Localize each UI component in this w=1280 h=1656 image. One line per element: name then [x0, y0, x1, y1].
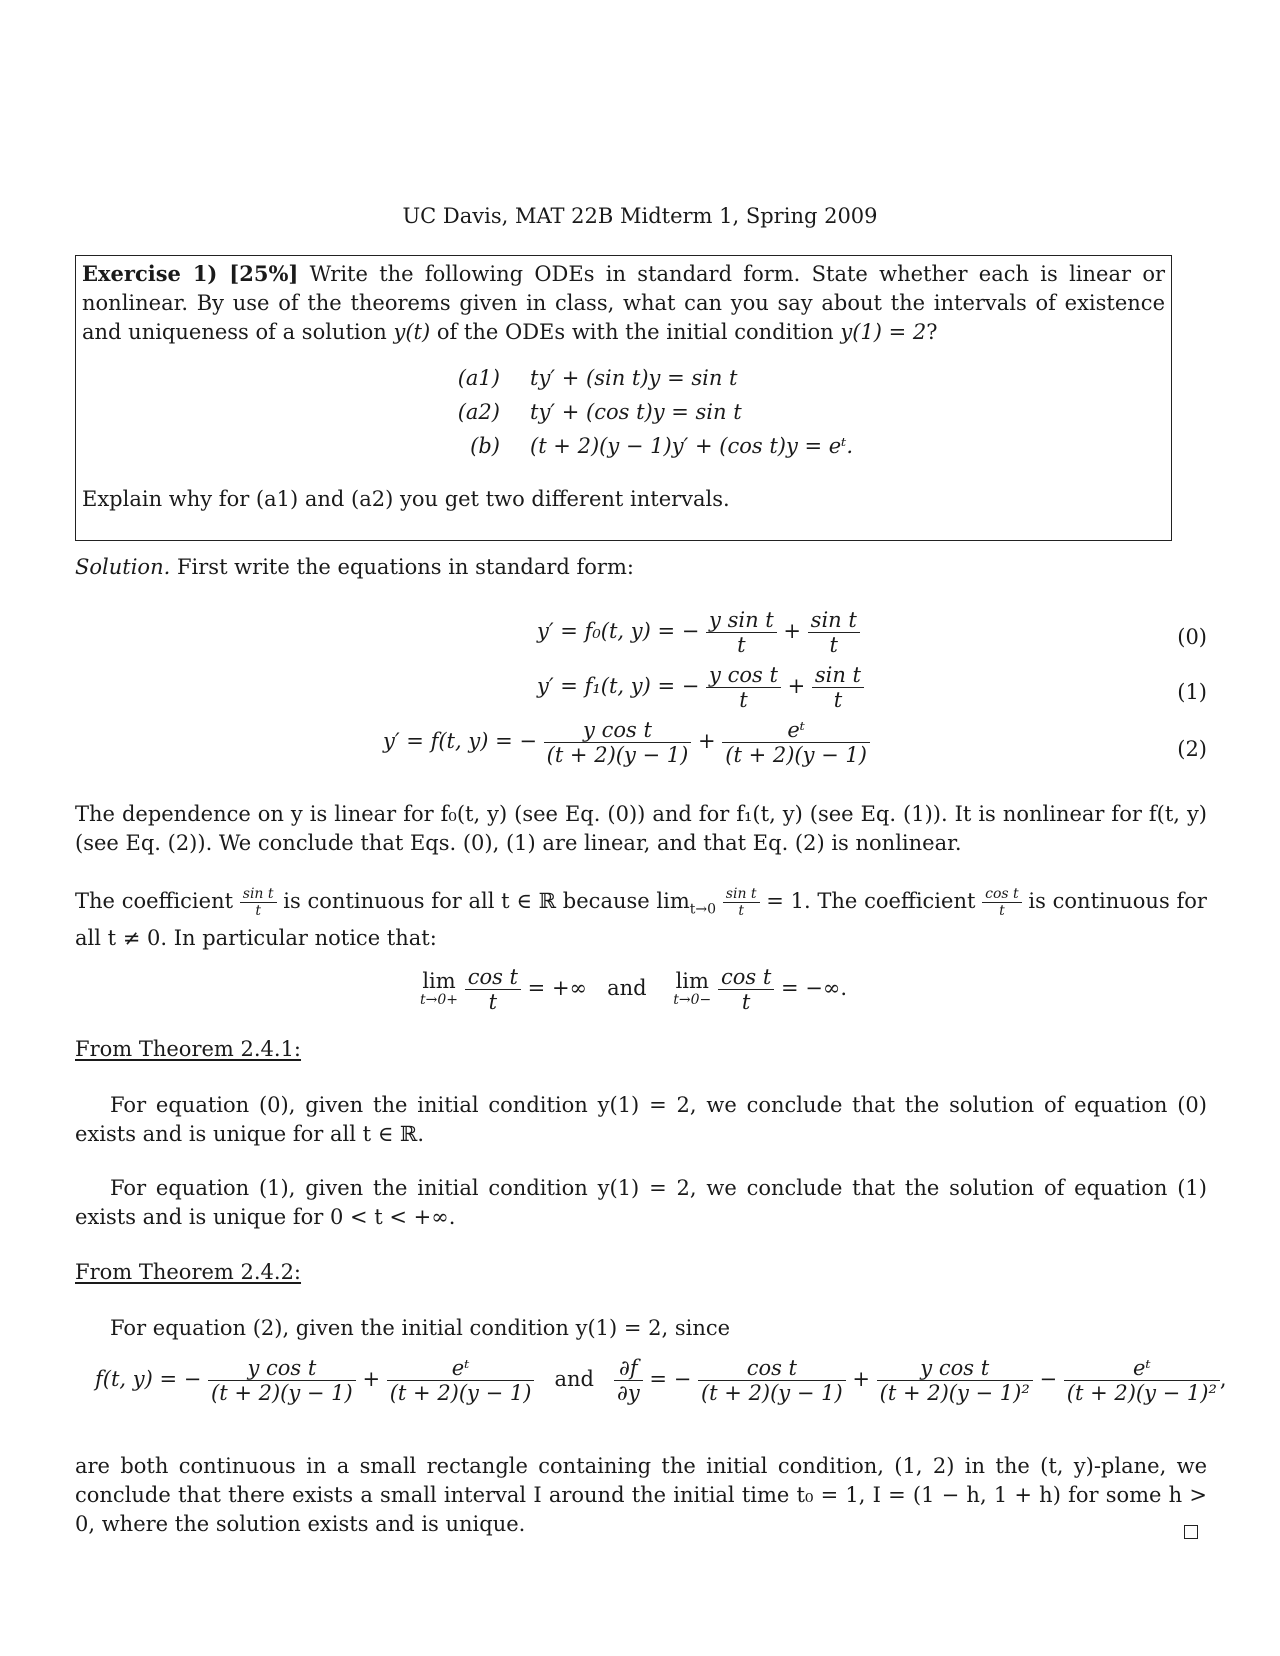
conclusion-paragraph: are both continuous in a small rectangle containing the initial condition, (1, 2) in the (t, y)-plane, we conclude that there exists a small interval I around the initial time t₀ = 1, I = (1 − h, 1 + h) for some h > 0, where the solution exists and is unique. — [75, 1454, 1207, 1536]
ode-a2: (a2) ty′ + (cos t)y = sin t — [457, 399, 742, 424]
solution-label: Solution. — [75, 555, 171, 579]
fraction: $\frac{\text{cos t}}{t}$ — [982, 886, 1022, 919]
fraction: $\frac{\text{eᵗ}}{(t + 2)(y - 1)}$ — [387, 1356, 535, 1405]
theorem-242-intro: For equation (2), given the initial condition y(1) = 2, since — [110, 1316, 731, 1340]
equation-number-2: (2) — [1177, 737, 1207, 761]
qed-square — [1184, 1518, 1198, 1546]
exercise-label: Exercise 1) [25%] — [82, 261, 299, 286]
theorem-241-paragraph-1: For equation (0), given the initial condition y(1) = 2, we conclude that the solution of equation (0) exists and is unique for all t ∈ ℝ. — [75, 1093, 1207, 1146]
ode-b: (b) (t + 2)(y − 1)y′ + (cos t)y = eᵗ. — [470, 433, 854, 458]
partial-derivative-equation: f(t, y) = − $\frac{\text{y cos t}}{(t + 2)(y - 1)}$ + $\frac{\text{eᵗ}}{(t + 2)(y - 1)}$ and $\frac{\partial f}{\partial y}$ = − $\frac{\text{cos t}}{(t + 2)(y - 1)}$ + $\frac{\text{y cos t}}{\text{(t + 2)(y − 1)²}}$ − $\frac{\text{eᵗ}}{\text{(t + 2)(y − 1)²}}$ , — [95, 1356, 1227, 1406]
limits-line: lim t→0+ $\frac{\text{cos t}}{t}$ = +∞ and lim t→0− $\frac{\text{cos t}}{t}$ = −∞. — [420, 965, 847, 1015]
ode-list — [426, 361, 853, 463]
fraction: $\frac{\partial f}{\partial y}$ — [614, 1356, 643, 1405]
limit: lim t→0+ — [420, 969, 458, 1009]
fraction: $\frac{\text{y sin t}}{t}$ — [706, 608, 777, 657]
fraction: $\frac{\text{eᵗ}}{(t + 2)(y - 1)}$ — [722, 718, 870, 767]
limit: lim t→0− — [673, 969, 712, 1009]
exercise-explain: Explain why for (a1) and (a2) you get two different intervals. — [82, 487, 730, 511]
solution-intro: Solution. First write the equations in standard form: — [75, 555, 634, 579]
fraction: $\frac{\text{sin t}}{t}$ — [723, 886, 760, 919]
exercise-statement: Exercise 1) [25%] Write the following ODEs in standard form. State whether each is linear or nonlinear. By use of the theorems given in class, what can you say about the intervals of existence and uniqueness of a solution y(t) of the ODEs with the initial condition y(1) = 2? — [82, 261, 1165, 344]
fraction: $\frac{\text{cos t}}{t}$ — [465, 965, 521, 1014]
fraction: $\frac{\text{y cos t}}{t}$ — [706, 663, 781, 712]
dependence-paragraph: The dependence on y is linear for f₀(t, y) (see Eq. (0)) and for f₁(t, y) (see Eq. (1)). It is nonlinear for f(t, y) (see Eq. (2)). We conclude that Eqs. (0), (1) are linear, and that Eq. (2) is nonlinear. — [75, 802, 1207, 855]
coefficient-paragraph: The coefficient $\frac{\text{sin t}}{t}$ is continuous for all t ∈ ℝ because $\lim_{t\to 0}$ $\frac{\text{sin t}}{t}$ = 1. The coefficient $\frac{\text{cos t}}{t}$ is continuous for all t ≠ 0. In particular notice that: — [75, 886, 1207, 951]
equation-1: y′ = f₁(t, y) = − $\frac{\text{y cos t}}{t}$ + $\frac{\text{sin t}}{t}$ — [537, 663, 864, 712]
fraction: $\frac{\text{cos t}}{(t + 2)(y - 1)}$ — [698, 1356, 846, 1405]
fraction: $\frac{\text{y cos t}}{(t + 2)(y - 1)}$ — [208, 1356, 356, 1405]
theorem-241-heading: From Theorem 2.4.1: — [75, 1037, 302, 1061]
exercise-box — [75, 255, 1172, 541]
page-title: UC Davis, MAT 22B Midterm 1, Spring 2009 — [402, 204, 878, 228]
ode-a1: (a1) ty′ + (sin t)y = sin t — [457, 365, 738, 390]
fraction: $\frac{\text{y cos t}}{\text{(t + 2)(y − 1)²}}$ — [877, 1356, 1033, 1405]
fraction: $\frac{\text{sin t}}{t}$ — [808, 608, 860, 657]
equation-0: y′ = f₀(t, y) = − $\frac{\text{y sin t}}{t}$ + $\frac{\text{sin t}}{t}$ — [537, 608, 860, 657]
fraction: $\frac{\text{sin t}}{t}$ — [240, 886, 277, 919]
equation-number-0: (0) — [1177, 625, 1207, 649]
equation-number-1: (1) — [1177, 680, 1207, 704]
theorem-241-paragraph-2: For equation (1), given the initial condition y(1) = 2, we conclude that the solution of equation (1) exists and is unique for 0 < t < +∞. — [75, 1176, 1207, 1229]
fraction: $\frac{\text{y cos t}}{(t + 2)(y - 1)}$ — [544, 718, 692, 767]
fraction: $\frac{\text{cos t}}{t}$ — [718, 965, 774, 1014]
theorem-242-heading: From Theorem 2.4.2: — [75, 1260, 302, 1284]
fraction: $\frac{\text{eᵗ}}{\text{(t + 2)(y − 1)²}}$ — [1064, 1356, 1220, 1405]
equation-2: y′ = f(t, y) = − $\frac{\text{y cos t}}{(t + 2)(y - 1)}$ + $\frac{\text{eᵗ}}{(t + 2)(y - 1)}$ — [383, 718, 870, 767]
fraction: $\frac{\text{sin t}}{t}$ — [812, 663, 864, 712]
